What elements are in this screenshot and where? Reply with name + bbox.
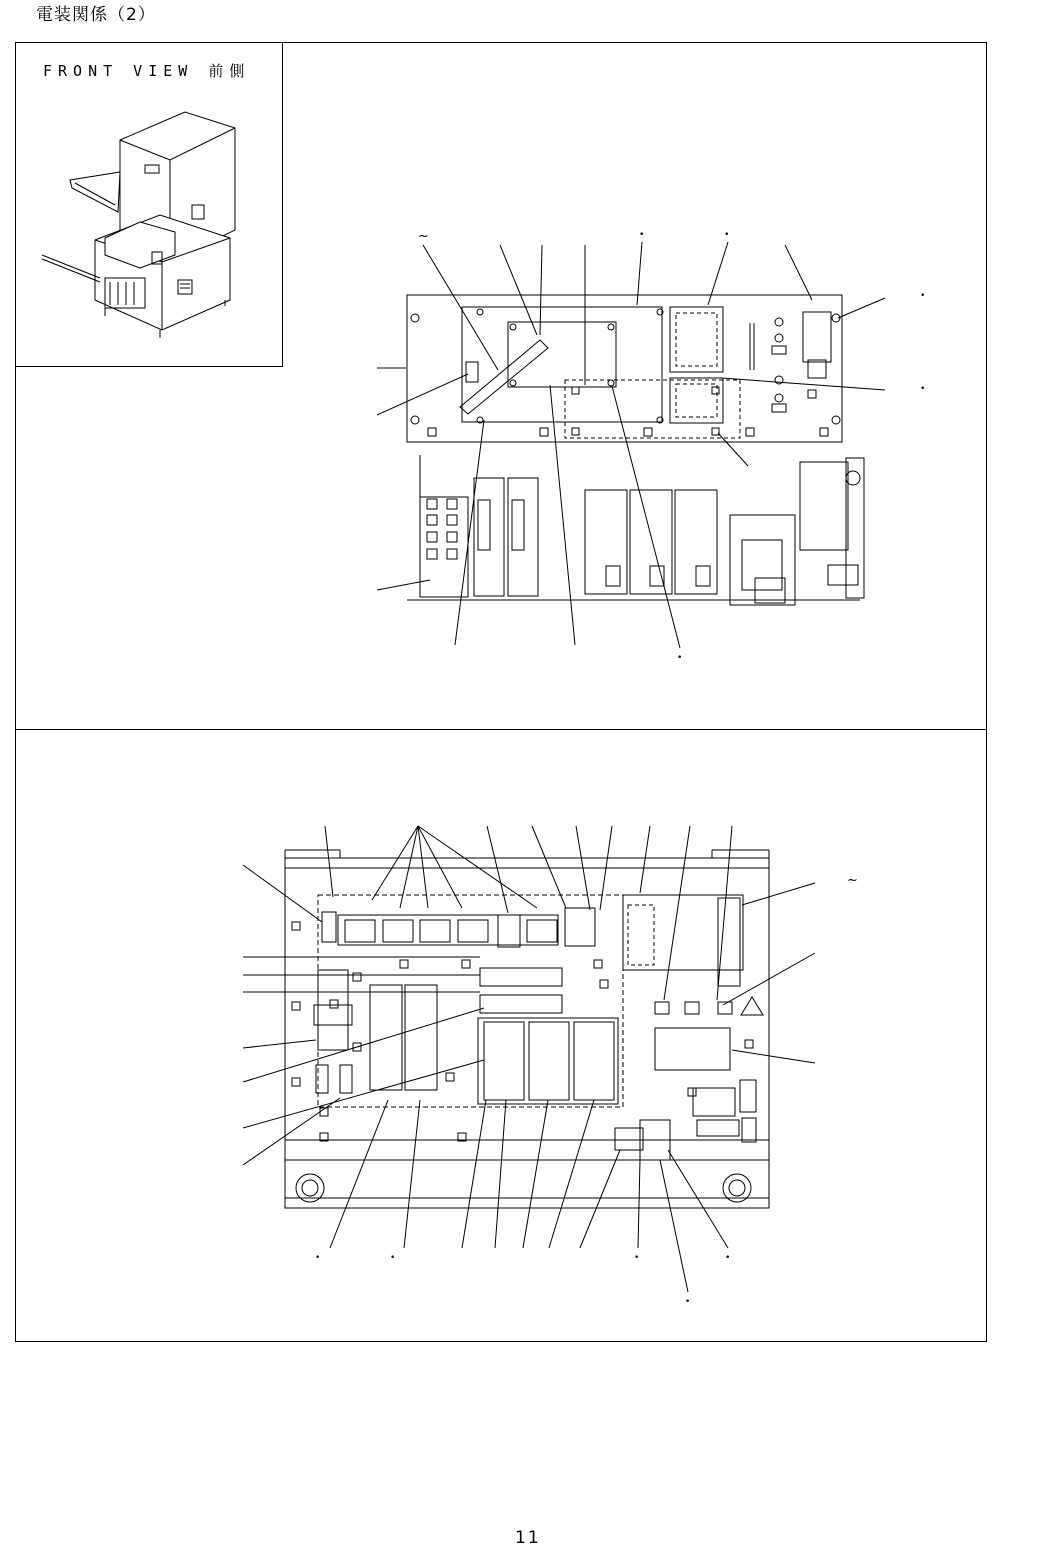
upper-mounting-plate	[407, 295, 842, 442]
callout-dot: •	[725, 1253, 731, 1263]
callout-dot: •	[920, 291, 926, 301]
upper-leader-lines	[377, 242, 885, 648]
callout-dot: •	[315, 1253, 321, 1263]
front-view-label: FRONT VIEW 前側	[43, 62, 251, 80]
callout-dot: •	[685, 1297, 691, 1307]
callout-dot: •	[677, 653, 683, 663]
callout-tilde-upper: ~	[418, 229, 429, 244]
callout-tilde-lower: ~	[847, 873, 858, 888]
lower-mounting-plate	[285, 850, 769, 1208]
callout-dot: •	[390, 1253, 396, 1263]
page-title: 電装関係（2）	[36, 5, 156, 25]
callout-dot: •	[639, 230, 645, 240]
callout-dot: •	[634, 1253, 640, 1263]
machine-isometric-illustration	[42, 112, 235, 338]
page-number: 11	[515, 1528, 541, 1548]
callout-dot: •	[920, 384, 926, 394]
callout-dot: •	[724, 230, 730, 240]
